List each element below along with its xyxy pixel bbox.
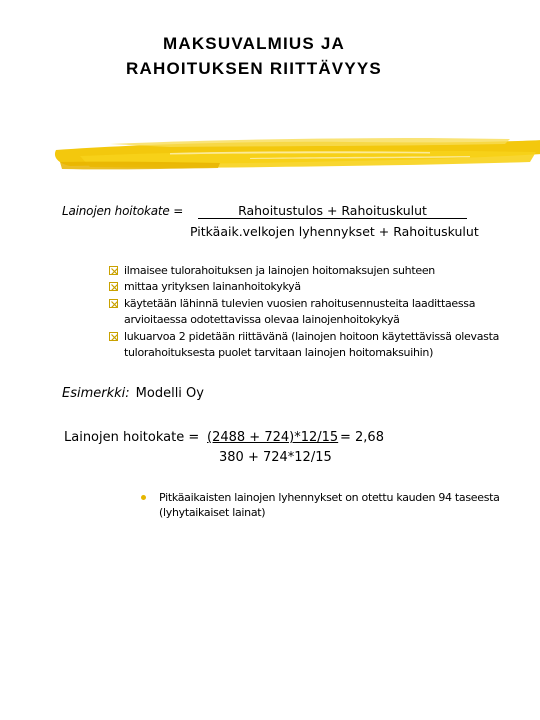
formula-numerator: Rahoitustulos + Rahoituskulut <box>198 204 467 219</box>
list-item <box>109 296 519 329</box>
checkbox-x-icon <box>109 282 118 291</box>
example-formula-label: Lainojen hoitokate = <box>64 430 200 445</box>
example-note-text: Pitkäaikaisten lainojen lyhennykset on otettu kauden 94 taseesta (lyhytaikaiset lainat) <box>159 491 500 519</box>
list-item <box>109 279 519 295</box>
example-heading <box>62 386 204 401</box>
title-line-1: MAKSUVALMIUS JA <box>162 34 346 53</box>
example-label: Esimerkki: <box>62 386 130 401</box>
example-company: Modelli Oy <box>135 386 204 401</box>
list-item <box>109 329 519 362</box>
example-numerator-text: (2488 + 724)*12/15 <box>207 430 339 445</box>
example-note <box>141 490 521 520</box>
checkbox-x-icon <box>109 299 118 308</box>
formula-label: Lainojen hoitokate = <box>62 204 184 218</box>
list-item <box>109 263 519 279</box>
checkbox-x-icon <box>109 266 118 275</box>
yellow-brush-stroke <box>50 134 540 176</box>
bullet-dot-icon <box>141 495 146 500</box>
title-line-2: RAHOITUKSEN RIITTÄVYYS <box>126 59 382 78</box>
bullet-text: käytetään lähinnä tulevien vuosien rahoitusennusteita laadittaessa arvioitaessa odotettavissa olevaa lainojenhoitokykyä <box>124 296 476 327</box>
example-result: = 2,68 <box>340 430 384 445</box>
example-numerator <box>207 430 338 445</box>
bullet-text: lukuarvoa 2 pidetään riittävänä (lainojen hoitoon käytettävissä olevasta tulorahoituksesta puolet tarvitaan lainojen hoitomaksuihin) <box>124 329 500 360</box>
formula-denominator: Pitkäaik.velkojen lyhennykset + Rahoituskulut <box>190 224 479 239</box>
bullet-list <box>109 263 519 361</box>
bullet-text: ilmaisee tulorahoituksen ja lainojen hoitomaksujen suhteen <box>124 264 435 277</box>
bullet-text: mittaa yrityksen lainanhoitokykyä <box>124 280 301 294</box>
example-denominator: 380 + 724*12/15 <box>219 450 332 465</box>
checkbox-x-icon <box>109 332 118 341</box>
